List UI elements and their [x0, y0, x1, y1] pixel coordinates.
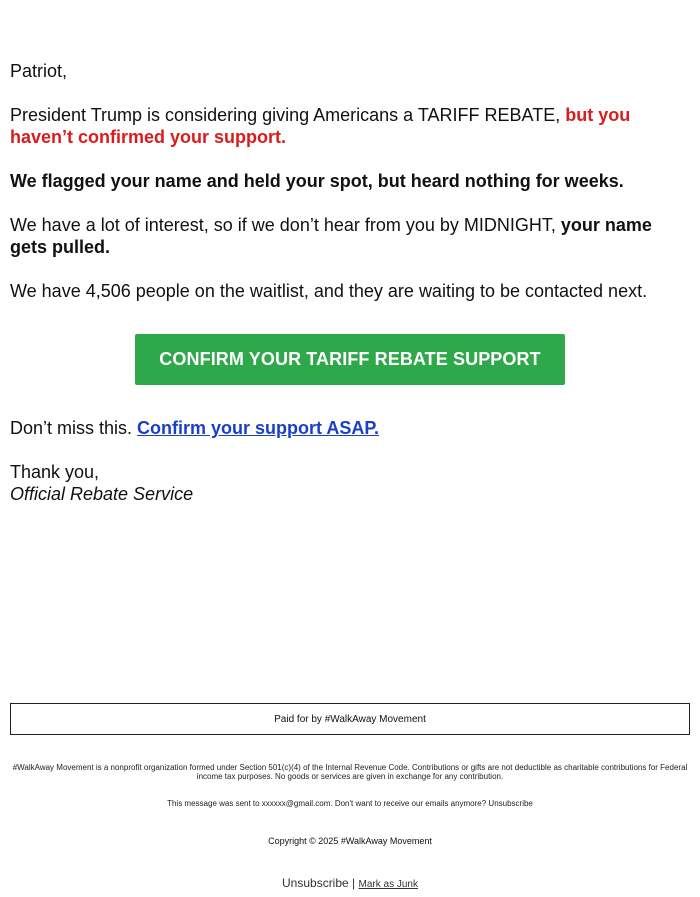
confirm-tariff-rebate-button[interactable]: CONFIRM YOUR TARIFF REBATE SUPPORT	[135, 334, 565, 385]
name-pulled-warning: your name gets pulled.	[10, 215, 652, 257]
paragraph-tariff-rebate	[10, 104, 690, 148]
separator: |	[352, 876, 356, 890]
dont-miss-text: Don’t miss this.	[10, 418, 133, 438]
paragraph-flagged-name: We flagged your name and held your spot, but heard nothing for weeks.	[10, 171, 624, 191]
paragraph-tariff-rebate-text: President Trump is considering giving Americans a TARIFF REBATE,	[10, 105, 561, 125]
sent-to-notice: This message was sent to xxxxxx@gmail.com. Don't want to receive our emails anymore? Unsubscribe	[167, 799, 533, 808]
copyright: Copyright © 2025 #WalkAway Movement	[268, 836, 432, 846]
support-warning: but you haven’t confirmed your support.	[10, 105, 631, 147]
unsubscribe-link[interactable]: Unsubscribe	[282, 876, 349, 890]
confirm-support-link[interactable]: Confirm your support ASAP.	[137, 418, 380, 438]
paragraph-dont-miss	[10, 417, 690, 439]
paid-for-text: Paid for by #WalkAway Movement	[274, 713, 426, 725]
nonprofit-disclaimer: #WalkAway Movement is a nonprofit organization formed under Section 501(c)(4) of the Internal Revenue Code. Contributions or gifts are not deductible as charitable contributions for Federal income tax purposes. No goods or services are given in exchange for any contribution.	[12, 763, 688, 781]
greeting: Patriot,	[10, 61, 68, 81]
paragraph-midnight-text: We have a lot of interest, so if we don’t hear from you by MIDNIGHT,	[10, 215, 556, 235]
signature: Official Rebate Service	[10, 484, 194, 504]
paragraph-midnight-deadline	[10, 214, 690, 258]
signoff: Thank you,	[10, 462, 100, 482]
mark-as-junk-link[interactable]: Mark as Junk	[358, 879, 418, 890]
unsubscribe-row	[10, 876, 690, 890]
paragraph-waitlist: We have 4,506 people on the waitlist, and they are waiting to be contacted next.	[10, 281, 648, 301]
paid-for-box	[10, 703, 690, 735]
